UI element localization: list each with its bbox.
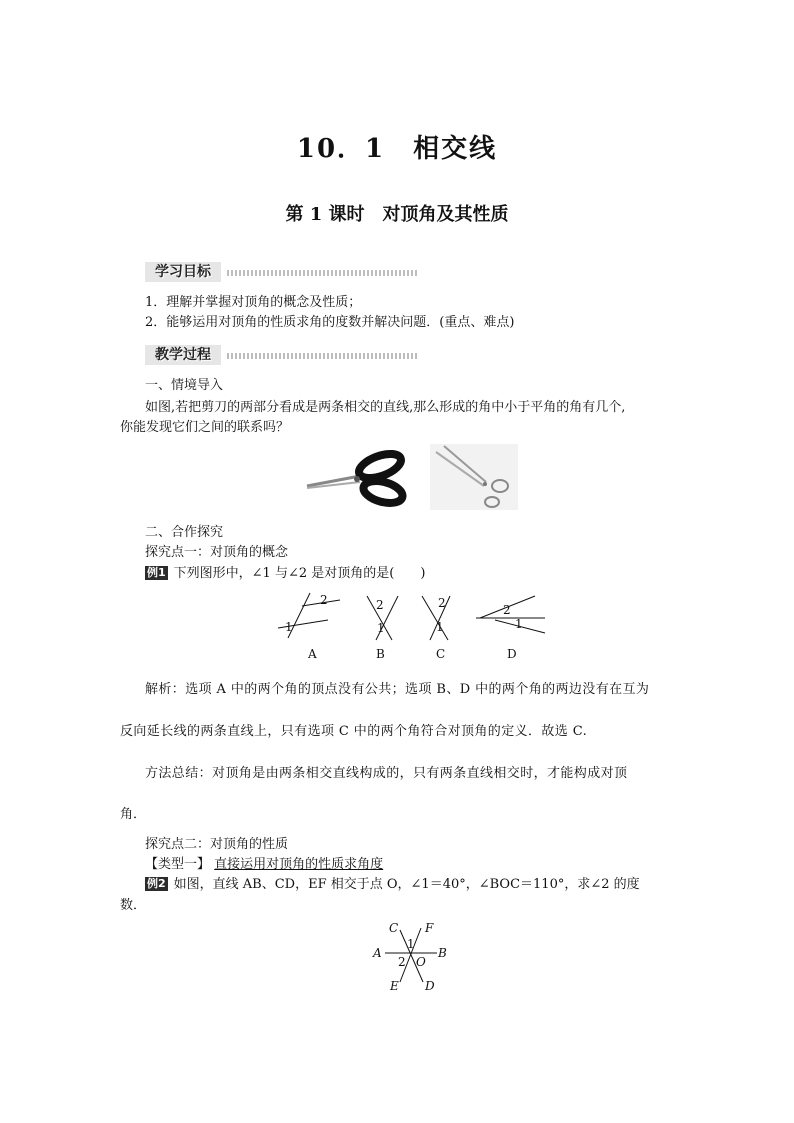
section-label: 教学过程 <box>145 345 221 365</box>
type-label: 【类型一】 <box>145 857 211 872</box>
angle-label-2: 2 <box>398 955 406 969</box>
angle-label-2: 2 <box>320 593 328 607</box>
dotted-rule <box>227 270 417 276</box>
lesson-subtitle: 第 1 课时 对顶角及其性质 <box>285 204 509 225</box>
point-label-c: C <box>389 921 399 935</box>
analysis-text: 反向延长线的两条直线上，只有选项 C 中的两个角符合对顶角的定义．故选 C. <box>120 724 588 739</box>
example-text: 下列图形中，∠1 与∠2 是对顶角的是( ) <box>173 566 426 581</box>
option-label-a: A <box>308 647 317 661</box>
example-2 <box>145 875 640 895</box>
point-label-f: F <box>425 921 434 935</box>
section-heading-process <box>145 345 417 367</box>
option-label-d: D <box>507 647 517 661</box>
example-1 <box>145 564 425 584</box>
option-label-b: B <box>376 647 385 661</box>
exploration-point-1: 探究点一：对顶角的概念 <box>145 545 289 560</box>
point-label-o: O <box>416 955 426 969</box>
part2-heading: 二、合作探究 <box>145 525 224 540</box>
option-label-c: C <box>436 647 446 661</box>
point-label-d: D <box>425 979 435 993</box>
angle-label-2: 2 <box>376 598 384 612</box>
scissors-image <box>430 444 518 510</box>
example-badge: 例2 <box>147 877 166 890</box>
example-text: 如图，直线 AB、CD，EF 相交于点 O，∠1＝40°，∠BOC＝110°，求∠2 的度 <box>173 877 640 892</box>
point-label-b: B <box>438 946 447 960</box>
angle-label-1: 1 <box>407 937 415 951</box>
angle-label-1: 1 <box>285 620 293 634</box>
section-heading-goals <box>145 262 417 284</box>
angle-label-1: 1 <box>436 620 444 634</box>
type-title: 直接运用对顶角的性质求角度 <box>214 857 384 872</box>
method-summary: 角． <box>120 807 147 822</box>
angle-label-2: 2 <box>438 596 446 610</box>
part1-text: 你能发现它们之间的联系吗？ <box>120 420 290 435</box>
angle-label-1: 1 <box>515 617 523 631</box>
page-title: 10．1 相交线 <box>296 134 498 164</box>
goal-item: 1．理解并掌握对顶角的概念及性质； <box>145 295 362 310</box>
part1-heading: 一、情境导入 <box>145 378 224 393</box>
method-summary: 方法总结：对顶角是由两条相交直线构成的，只有两条直线相交时，才能构成对顶 <box>145 766 628 781</box>
point-label-e: E <box>390 979 399 993</box>
dotted-rule <box>227 353 417 359</box>
analysis-text: 解析：选项 A 中的两个角的顶点没有公共；选项 B、D 中的两个角的两边没有在互为 <box>145 682 650 697</box>
angle-label-1: 1 <box>377 621 385 635</box>
example-2-cont: 数． <box>120 898 147 913</box>
example-badge: 例1 <box>147 566 166 579</box>
scissors-image <box>305 448 407 508</box>
intersecting-lines-figure <box>365 920 455 992</box>
part1-text: 如图,若把剪刀的两部分看成是两条相交的直线,那么形成的角中小于平角的角有几个, <box>145 400 626 415</box>
angle-label-2: 2 <box>503 603 511 617</box>
point-label-a: A <box>373 946 382 960</box>
exploration-point-2: 探究点二：对顶角的性质 <box>145 837 289 852</box>
angle-figures <box>270 588 560 660</box>
type-heading <box>145 855 383 875</box>
section-label: 学习目标 <box>145 262 221 282</box>
goal-item: 2．能够运用对顶角的性质求角的度数并解决问题．(重点、难点) <box>145 315 515 330</box>
